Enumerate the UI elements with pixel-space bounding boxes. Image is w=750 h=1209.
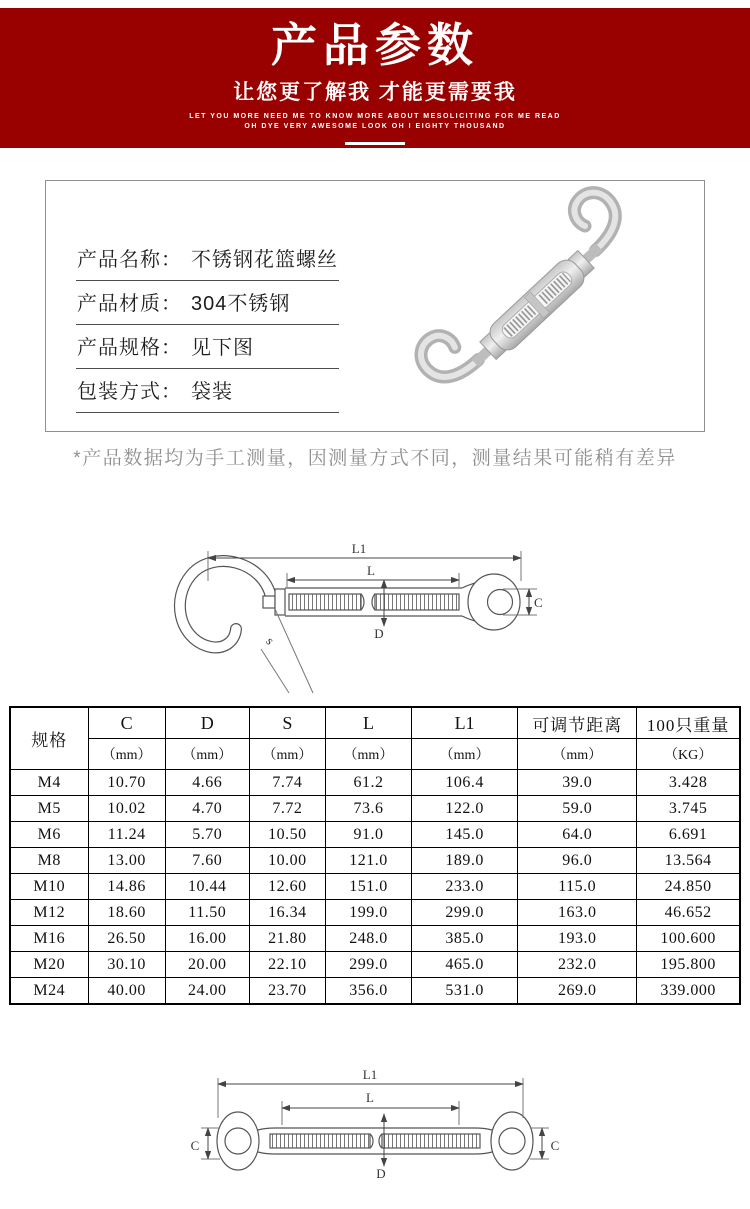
spec-table — [9, 706, 741, 1005]
dim-label-D: D — [374, 626, 384, 641]
eye-right-outline — [491, 1112, 533, 1170]
cell: 96.0 — [518, 848, 637, 874]
cell: M8 — [10, 848, 88, 874]
info-label: 包装方式： — [77, 381, 182, 403]
cell: 16.00 — [165, 926, 249, 952]
cell: 151.0 — [325, 874, 411, 900]
cell: M24 — [10, 978, 88, 1005]
cell: 106.4 — [412, 770, 518, 796]
cell: 59.0 — [518, 796, 637, 822]
cell: 115.0 — [518, 874, 637, 900]
unit-cell: （mm） — [518, 739, 637, 770]
table-row-M5 — [10, 796, 740, 822]
cell: 233.0 — [412, 874, 518, 900]
cell: 7.72 — [249, 796, 325, 822]
col-header-L1: L1 — [412, 707, 518, 739]
threaded-rod-right — [375, 594, 459, 610]
cell: 193.0 — [518, 926, 637, 952]
product-info-card — [45, 180, 705, 432]
cell: 22.10 — [249, 952, 325, 978]
threaded-rod-left — [270, 1134, 370, 1148]
dim-label-L: L — [366, 1090, 374, 1105]
cell: 269.0 — [518, 978, 637, 1005]
cell: 339.000 — [637, 978, 740, 1005]
cell: 13.564 — [637, 848, 740, 874]
table-row-M8 — [10, 848, 740, 874]
cell: 40.00 — [88, 978, 165, 1005]
table-row-M4 — [10, 770, 740, 796]
col-header-D: D — [165, 707, 249, 739]
cell: 465.0 — [412, 952, 518, 978]
cell: 20.00 — [165, 952, 249, 978]
table-unit-row — [10, 739, 740, 770]
table-row-M20 — [10, 952, 740, 978]
cell: 6.691 — [637, 822, 740, 848]
cell: 4.70 — [165, 796, 249, 822]
cell: 299.0 — [412, 900, 518, 926]
banner-english-line1: LET YOU MORE NEED ME TO KNOW MORE ABOUT MESOLICITING FOR ME READ — [189, 112, 561, 120]
table-header-row — [10, 707, 740, 739]
info-label: 产品材质： — [77, 293, 182, 315]
dim-label-L1: L1 — [362, 1068, 378, 1082]
info-row-spec — [76, 325, 339, 369]
cell: 7.60 — [165, 848, 249, 874]
dim-label-C-left: C — [190, 1138, 200, 1153]
cell: 299.0 — [325, 952, 411, 978]
cell: 23.70 — [249, 978, 325, 1005]
col-header-weight-100pcs: 100只重量 — [637, 707, 740, 739]
extension-lines — [201, 1078, 549, 1159]
table-row-M12 — [10, 900, 740, 926]
unit-cell: （mm） — [165, 739, 249, 770]
col-header-L: L — [325, 707, 411, 739]
threaded-rod-left — [289, 594, 361, 610]
cell: 46.652 — [637, 900, 740, 926]
hook-outline — [180, 561, 271, 647]
info-value: 见下图 — [191, 337, 254, 359]
cell: 356.0 — [325, 978, 411, 1005]
dimension-diagram-hook-eye — [163, 523, 587, 700]
cell: 13.00 — [88, 848, 165, 874]
unit-cell: （KG） — [637, 739, 740, 770]
cell: M20 — [10, 952, 88, 978]
cell: M10 — [10, 874, 88, 900]
cell: M16 — [10, 926, 88, 952]
col-header-C: C — [88, 707, 165, 739]
unit-cell: （mm） — [249, 739, 325, 770]
unit-cell: （mm） — [88, 739, 165, 770]
threaded-rod-right — [382, 1134, 480, 1148]
cell: M4 — [10, 770, 88, 796]
cell: 195.800 — [637, 952, 740, 978]
cell: 531.0 — [412, 978, 518, 1005]
banner-subtitle: 让您更了解我 才能更需要我 — [233, 80, 517, 104]
cell: 5.70 — [165, 822, 249, 848]
dim-label-L1: L1 — [351, 541, 367, 556]
cell: 64.0 — [518, 822, 637, 848]
cell: 10.70 — [88, 770, 165, 796]
banner-english-line2: OH DYE VERY AWESOME LOOK OH I EIGHTY THOUSAND — [244, 122, 506, 130]
cell: 91.0 — [325, 822, 411, 848]
cell: 385.0 — [412, 926, 518, 952]
cell: 73.6 — [325, 796, 411, 822]
dim-label-L: L — [367, 563, 375, 578]
cell: M12 — [10, 900, 88, 926]
info-label: 产品规格： — [77, 337, 182, 359]
info-row-material — [76, 281, 339, 325]
cell: 26.50 — [88, 926, 165, 952]
page-title: 产品参数 — [271, 19, 479, 71]
col-header-S: S — [249, 707, 325, 739]
cell: 121.0 — [325, 848, 411, 874]
cell: 7.74 — [249, 770, 325, 796]
cell: 100.600 — [637, 926, 740, 952]
table-row-M16 — [10, 926, 740, 952]
cell: 248.0 — [325, 926, 411, 952]
cell: M5 — [10, 796, 88, 822]
cell: 16.34 — [249, 900, 325, 926]
product-info-list — [76, 237, 339, 413]
info-value: 不锈钢花篮螺丝 — [191, 249, 338, 271]
cell: 10.50 — [249, 822, 325, 848]
body-outline — [217, 1112, 533, 1170]
cell: 21.80 — [249, 926, 325, 952]
table-row-M24 — [10, 978, 740, 1005]
body-outline — [263, 574, 520, 630]
product-photo-turnbuckle — [372, 183, 702, 427]
cell: 163.0 — [518, 900, 637, 926]
banner-underline-bar — [345, 142, 405, 145]
cell: 12.60 — [249, 874, 325, 900]
info-value: 304不锈钢 — [191, 293, 291, 315]
dim-label-D: D — [376, 1166, 386, 1181]
dim-label-C-right: C — [550, 1138, 560, 1153]
info-value: 袋装 — [191, 381, 233, 403]
col-header-adjustable-range: 可调节距离 — [518, 707, 637, 739]
unit-cell: （mm） — [412, 739, 518, 770]
cell: 30.10 — [88, 952, 165, 978]
table-row-M6 — [10, 822, 740, 848]
col-header-spec: 规格 — [10, 707, 88, 770]
cell: 232.0 — [518, 952, 637, 978]
cell: 199.0 — [325, 900, 411, 926]
banner — [0, 8, 750, 148]
cell: 3.428 — [637, 770, 740, 796]
cell: 10.44 — [165, 874, 249, 900]
cell: 18.60 — [88, 900, 165, 926]
dimension-diagram-eye-eye — [175, 1068, 575, 1206]
cell: 11.24 — [88, 822, 165, 848]
cell: 14.86 — [88, 874, 165, 900]
info-row-name — [76, 237, 339, 281]
eye-left-outline — [217, 1112, 259, 1170]
cell: 24.00 — [165, 978, 249, 1005]
unit-cell: （mm） — [325, 739, 411, 770]
cell: 61.2 — [325, 770, 411, 796]
cell: 39.0 — [518, 770, 637, 796]
measurement-note: *产品数据均为手工测量，因测量方式不同，测量结果可能稍有差异 — [73, 448, 677, 469]
cell: 10.00 — [249, 848, 325, 874]
cell: 11.50 — [165, 900, 249, 926]
info-label: 产品名称： — [77, 249, 182, 271]
info-row-packaging — [76, 369, 339, 413]
cell: 122.0 — [412, 796, 518, 822]
dim-label-S: s — [263, 633, 278, 648]
cell: M6 — [10, 822, 88, 848]
dim-label-C: C — [534, 595, 543, 610]
cell: 24.850 — [637, 874, 740, 900]
table-row-M10 — [10, 874, 740, 900]
cell: 10.02 — [88, 796, 165, 822]
cell: 189.0 — [412, 848, 518, 874]
cell: 145.0 — [412, 822, 518, 848]
cell: 3.745 — [637, 796, 740, 822]
cell: 4.66 — [165, 770, 249, 796]
